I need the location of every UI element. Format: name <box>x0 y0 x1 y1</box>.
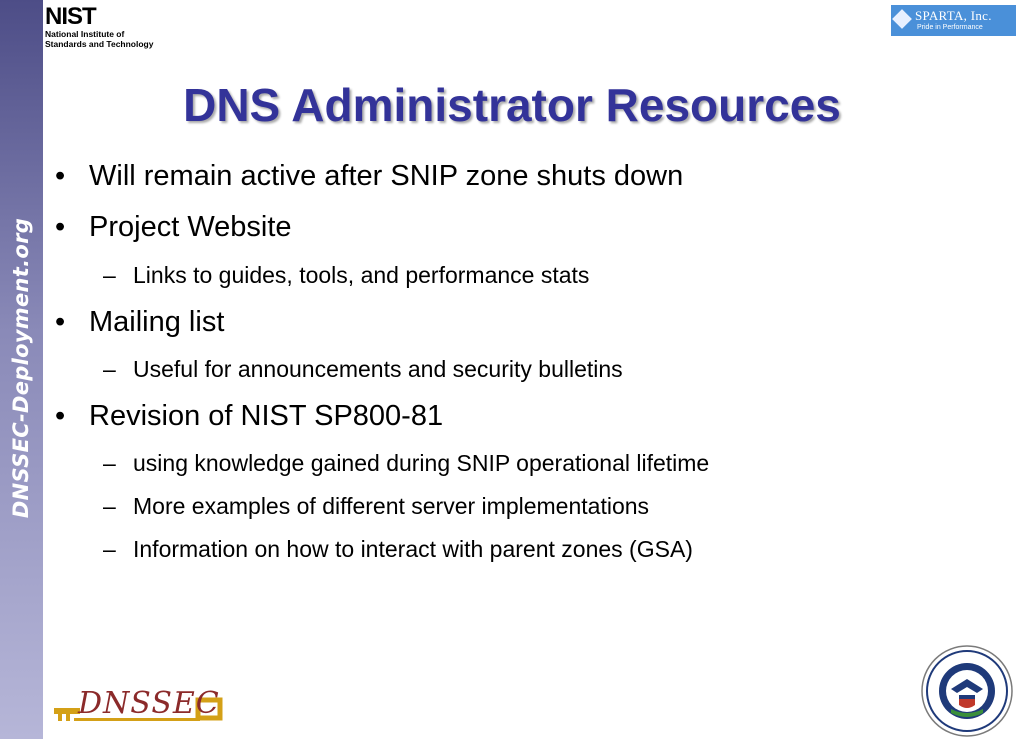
bullet-text: Revision of NIST SP800-81 <box>89 400 444 432</box>
subbullet-text: Useful for announcements and security bulletins <box>133 356 623 382</box>
subbullet-marker: – <box>103 493 116 519</box>
dnssec-logo-text: DNSSEC <box>78 686 220 721</box>
subbullet-marker: – <box>103 536 116 562</box>
nist-logo-line2: Standards and Technology <box>45 39 154 49</box>
nist-logo-wordmark: NIST <box>45 3 96 30</box>
bullet-marker: • <box>55 160 66 192</box>
subbullet-text: using knowledge gained during SNIP operational lifetime <box>133 450 710 476</box>
bullet-text: Mailing list <box>89 306 225 338</box>
sparta-diamond-icon <box>892 9 912 29</box>
subbullet-text: Links to guides, tools, and performance stats <box>133 262 590 288</box>
bullet-text: Project Website <box>89 211 292 243</box>
sparta-logo-name: SPARTA, Inc. <box>915 8 992 23</box>
subbullet-marker: – <box>103 262 116 288</box>
dnssec-logo <box>52 686 224 726</box>
sparta-logo <box>891 5 1016 36</box>
subbullet-marker: – <box>103 450 116 476</box>
sparta-logo-tagline: Pride in Performance <box>917 24 983 31</box>
bullet-text: Will remain active after SNIP zone shuts down <box>89 160 684 192</box>
bullet-marker: • <box>55 400 66 432</box>
nist-logo-line1: National Institute of <box>45 29 125 39</box>
nist-logo <box>45 5 185 53</box>
dhs-seal-icon <box>921 645 1013 737</box>
subbullet-text: Information on how to interact with parent zones (GSA) <box>133 536 693 562</box>
bullet-marker: • <box>55 306 66 338</box>
slide-title: DNS Administrator Resources <box>183 79 841 131</box>
sidebar-url-text: DNSSEC-Deployment.org <box>9 217 33 519</box>
bullet-marker: • <box>55 211 66 243</box>
subbullet-marker: – <box>103 356 116 382</box>
subbullet-text: More examples of different server implementations <box>133 493 650 519</box>
